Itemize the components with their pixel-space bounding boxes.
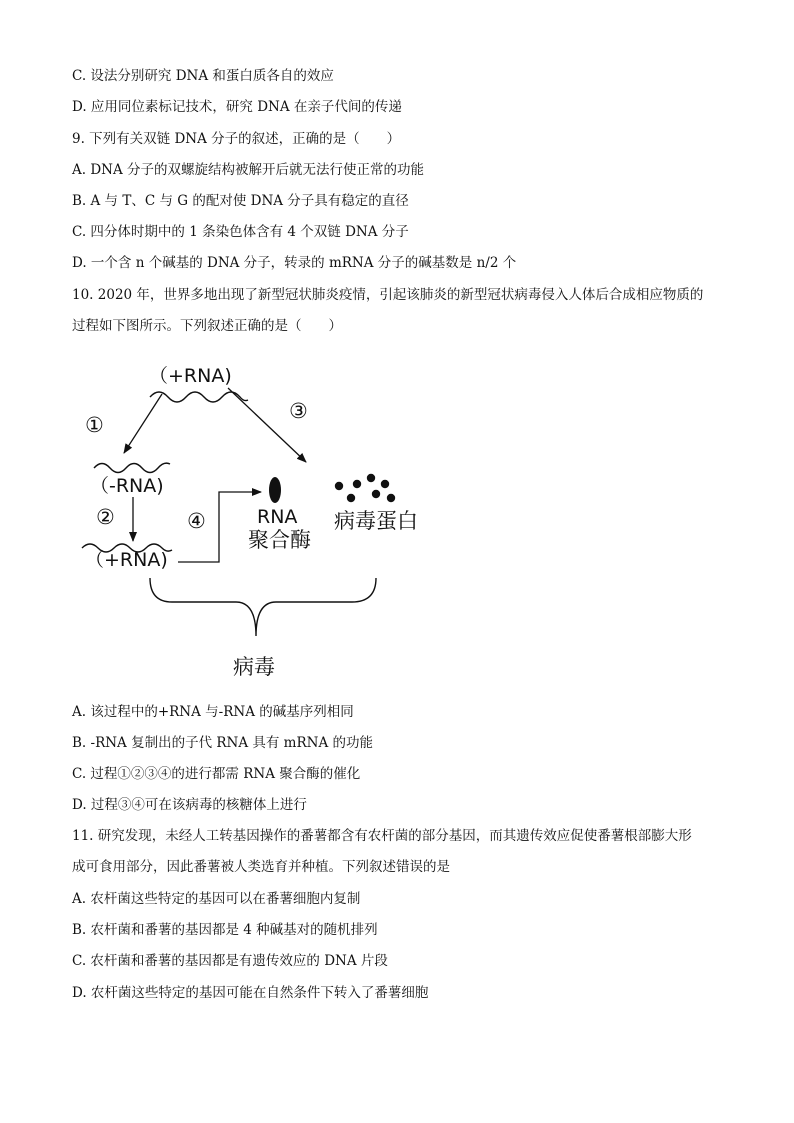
polymerase-label-line2: 聚合酶 xyxy=(248,528,311,552)
virus-protein-label: 病毒蛋白 xyxy=(334,509,418,533)
polymerase-label-line1: RNA xyxy=(257,506,298,528)
q11-option-b: B. 农杆菌和番薯的基因都是 4 种碱基对的随机排列 xyxy=(72,922,378,938)
arrow-step1 xyxy=(124,394,162,453)
virus-brace xyxy=(150,578,376,636)
q10-option-b: B. -RNA 复制出的子代 RNA 具有 mRNA 的功能 xyxy=(72,735,374,751)
q9-option-b: B. A 与 T、C 与 G 的配对使 DNA 分子具有稳定的直径 xyxy=(72,193,409,209)
step3-label: ③ xyxy=(289,399,308,423)
top-rna-label: （+RNA) xyxy=(149,365,232,387)
virus-protein-icon xyxy=(335,474,395,502)
q10-option-d: D. 过程③④可在该病毒的核糖体上进行 xyxy=(72,797,307,813)
q8-option-c: C. 设法分别研究 DNA 和蛋白质各自的效应 xyxy=(72,68,334,84)
virus-replication-diagram xyxy=(0,355,794,700)
step2-label: ② xyxy=(96,505,115,529)
polymerase-icon xyxy=(269,477,281,503)
neg-rna-strand xyxy=(94,463,170,472)
step1-label: ① xyxy=(85,413,104,437)
q10-stem-line1: 10. 2020 年，世界多地出现了新型冠状肺炎疫情，引起该肺炎的新型冠状病毒侵入人体后合成相应物质的 xyxy=(72,287,704,303)
q11-option-c: C. 农杆菌和番薯的基因都是有遗传效应的 DNA 片段 xyxy=(72,953,388,969)
q11-stem-line1: 11. 研究发现，未经人工转基因操作的番薯都含有农杆菌的部分基因，而其遗传效应促使番薯根部膨大形 xyxy=(72,828,692,844)
q11-option-a: A. 农杆菌这些特定的基因可以在番薯细胞内复制 xyxy=(72,891,361,907)
q10-option-c: C. 过程①②③④的进行都需 RNA 聚合酶的催化 xyxy=(72,766,361,782)
q9-option-d: D. 一个含 n 个碱基的 DNA 分子，转录的 mRNA 分子的碱基数是 n/2 个 xyxy=(72,255,517,271)
virus-label: 病毒 xyxy=(233,655,275,679)
q9-option-a: A. DNA 分子的双螺旋结构被解开后就无法行使正常的功能 xyxy=(72,162,425,178)
q10-option-a: A. 该过程中的+RNA 与-RNA 的碱基序列相同 xyxy=(72,704,354,720)
q10-stem-line2: 过程如下图所示。下列叙述正确的是（ ） xyxy=(72,318,342,334)
q8-option-d: D. 应用同位素标记技术，研究 DNA 在亲子代间的传递 xyxy=(72,99,402,115)
bottom-rna-label: （+RNA) xyxy=(85,549,168,571)
q9-stem: 9. 下列有关双链 DNA 分子的叙述，正确的是（ ） xyxy=(72,131,401,147)
q9-option-c: C. 四分体时期中的 1 条染色体含有 4 个双链 DNA 分子 xyxy=(72,224,409,240)
q11-stem-line2: 成可食用部分，因此番薯被人类选育并种植。下列叙述错误的是 xyxy=(72,859,450,875)
q11-option-d: D. 农杆菌这些特定的基因可能在自然条件下转入了番薯细胞 xyxy=(72,985,429,1001)
step4-label: ④ xyxy=(187,509,206,533)
neg-rna-label: （-RNA) xyxy=(90,475,164,497)
